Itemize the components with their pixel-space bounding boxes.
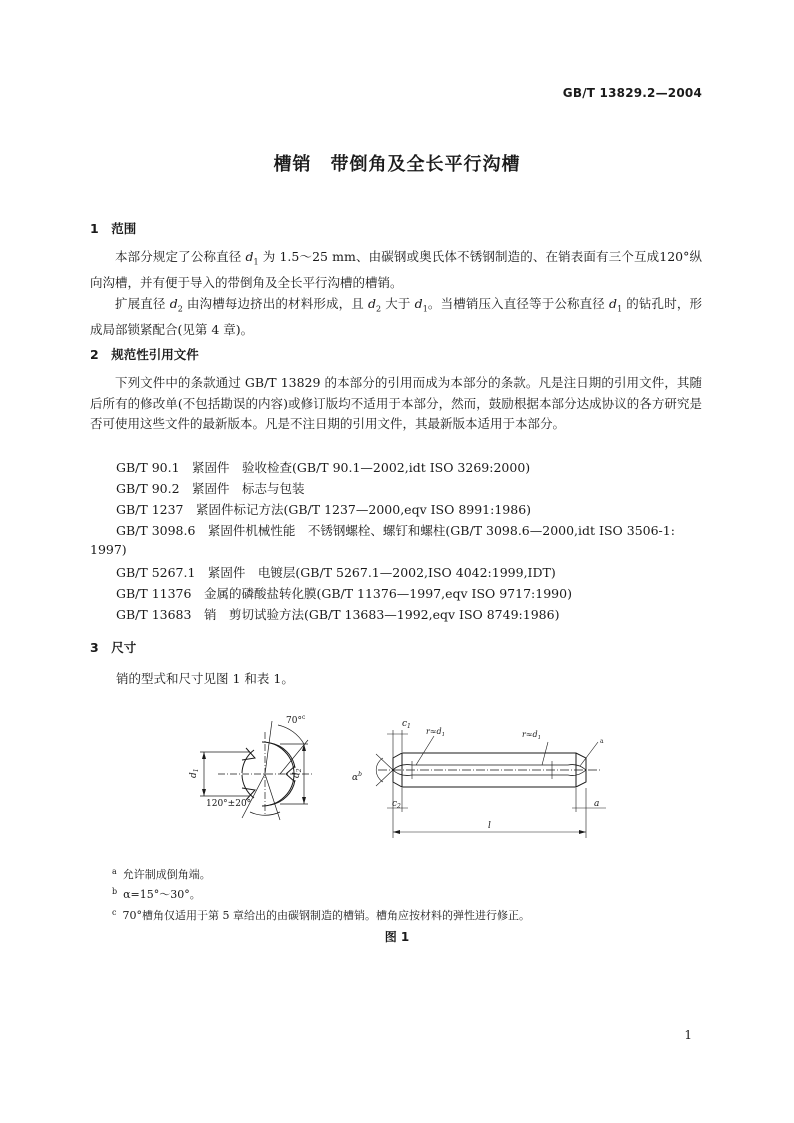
scope-paragraph-1: 本部分规定了公称直径 $d_1$ 为 1.5～25 mm、由碳钢或奥氏体不锈钢制造的、在销表面有三个互成120°纵向沟槽，并有便于导入的带倒角及全长平行沟槽的槽销。 — [90, 249, 702, 290]
scope-paragraph-2: 扩展直径 $d_2$ 由沟槽每边挤出的材料形成，且 $d_2$ 大于 $d_1$。当槽销压入直径等于公称直径 $d_1$ 的钻孔时，形成局部锁紧配合(见第 4 章)。 — [90, 295, 702, 337]
footnote-b: $^b$ α=15°～30°。 — [112, 887, 201, 901]
reference-item: GB/T 11376 金属的磷酸盐转化膜(GB/T 11376—1997,eqv ISO 9717:1990) — [116, 586, 572, 601]
footnote-a: $^a$ 允许制成倒角端。 — [112, 867, 211, 881]
label-d2: $d_2$ — [292, 768, 303, 778]
label-angle-70: 70°$^c$ — [286, 714, 306, 726]
section-1-body — [90, 247, 702, 340]
label-a-dimension: a — [594, 799, 600, 809]
reference-item: GB/T 13683 销 剪切试验方法(GB/T 13683—1992,eqv ISO 8749:1986) — [116, 607, 560, 622]
label-chamfer-note: a — [600, 738, 604, 745]
label-alpha: $\alpha^b$ — [352, 771, 362, 783]
figure-caption: 图 1 — [384, 930, 410, 944]
page-number: 1 — [684, 1028, 692, 1042]
standard-code: GB/T 13829.2—2004 — [562, 86, 702, 100]
label-c2: $c_2$ — [392, 799, 401, 810]
reference-item: GB/T 90.1 紧固件 验收检查(GB/T 90.1—2002,idt ISO 3269:2000) — [116, 460, 531, 475]
reference-item-continued: 1997) — [90, 542, 127, 557]
section-3-heading: 3 尺寸 — [90, 640, 137, 655]
label-c1: $c_1$ — [402, 719, 411, 730]
reference-item: GB/T 5267.1 紧固件 电镀层(GB/T 5267.1—2002,ISO 4042:1999,IDT) — [116, 565, 556, 580]
side-view — [376, 730, 606, 838]
document-title: 槽销 带倒角及全长平行沟槽 — [273, 154, 521, 175]
reference-item: GB/T 1237 紧固件标记方法(GB/T 1237—2000,eqv ISO 8991:1986) — [116, 502, 532, 517]
section-2-intro: 下列文件中的条款通过 GB/T 13829 的本部分的引用而成为本部分的条款。凡是注日期的引用文件，其随后所有的修改单(不包括勘误的内容)或修订版均不适用于本部分，然而，鼓励根据本部分达成协议的各方研究是否可使用这些文件的最新版本。凡是不注日期的引用文件，其最新版本适用于本部分。 — [90, 375, 702, 431]
reference-item: GB/T 90.2 紧固件 标志与包装 — [116, 481, 305, 496]
footnote-c: $^c$ 70°槽角仅适用于第 5 章给出的由碳钢制造的槽销。槽角应按材料的弹性进行修正。 — [112, 908, 530, 922]
groove-pin-drawing — [180, 708, 620, 843]
reference-item: GB/T 3098.6 紧固件机械性能 不锈钢螺栓、螺钉和螺柱(GB/T 3098.6—2000,idt ISO 3506-1: — [116, 523, 675, 538]
label-d1: $d_1$ — [189, 768, 200, 778]
label-radius-right: $r\approx d_1$ — [522, 730, 542, 741]
section-1-heading: 1 范围 — [90, 221, 137, 236]
section-3-text: 销的型式和尺寸见图 1 和表 1。 — [116, 671, 294, 686]
label-radius-left: $r\approx d_1$ — [426, 727, 446, 738]
section-2-heading: 2 规范性引用文件 — [90, 347, 199, 362]
label-length: l — [488, 821, 491, 831]
label-angle-120: 120°±20° — [206, 799, 252, 809]
